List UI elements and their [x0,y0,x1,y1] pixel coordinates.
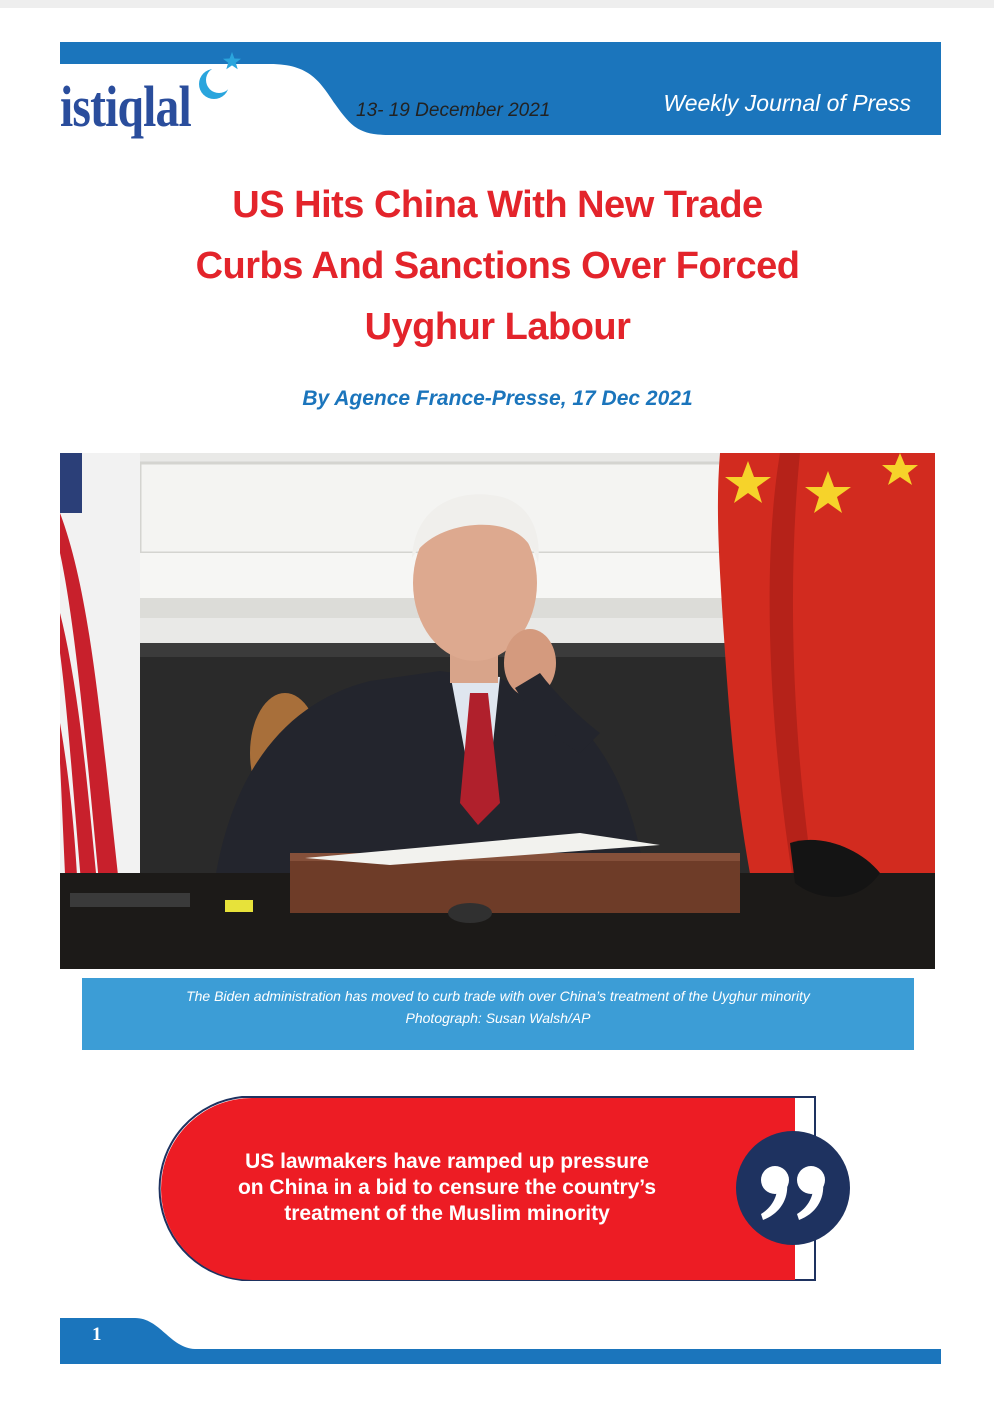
pull-quote-line: treatment of the Muslim minority [284,1202,610,1225]
pull-quote-line: US lawmakers have ramped up pressure [245,1150,649,1173]
journal-name: Weekly Journal of Press [663,90,911,116]
title-line: Uyghur Labour [364,306,631,348]
footer-band [60,1318,941,1364]
crescent-star-icon [188,42,250,104]
page-footer [60,1318,941,1364]
photo-illustration [60,453,935,969]
title-line: US Hits China With New Trade [232,184,763,226]
article-photo [60,453,935,969]
page-number: 1 [92,1324,102,1345]
caption-credit: Photograph: Susan Walsh/AP [405,1010,591,1026]
caption-text: The Biden administration has moved to curb trade with over China’s treatment of the Uyghur minority [186,988,810,1004]
photo-caption [82,978,914,1050]
top-strip [0,0,994,8]
issue-date: 13- 19 December 2021 [356,100,551,121]
pull-quote-line: on China in a bid to censure the country’s [237,1176,657,1199]
title-line: Curbs And Sanctions Over Forced [195,245,800,287]
logo-wordmark: istiqlal [60,74,191,139]
pull-quote [147,1094,827,1284]
quote-marks-icon [735,1130,851,1246]
page-header [60,42,941,139]
pull-quote-text [197,1149,697,1227]
article-byline: By Agence France-Presse, 17 Dec 2021 [302,387,693,410]
article-title [60,175,935,358]
